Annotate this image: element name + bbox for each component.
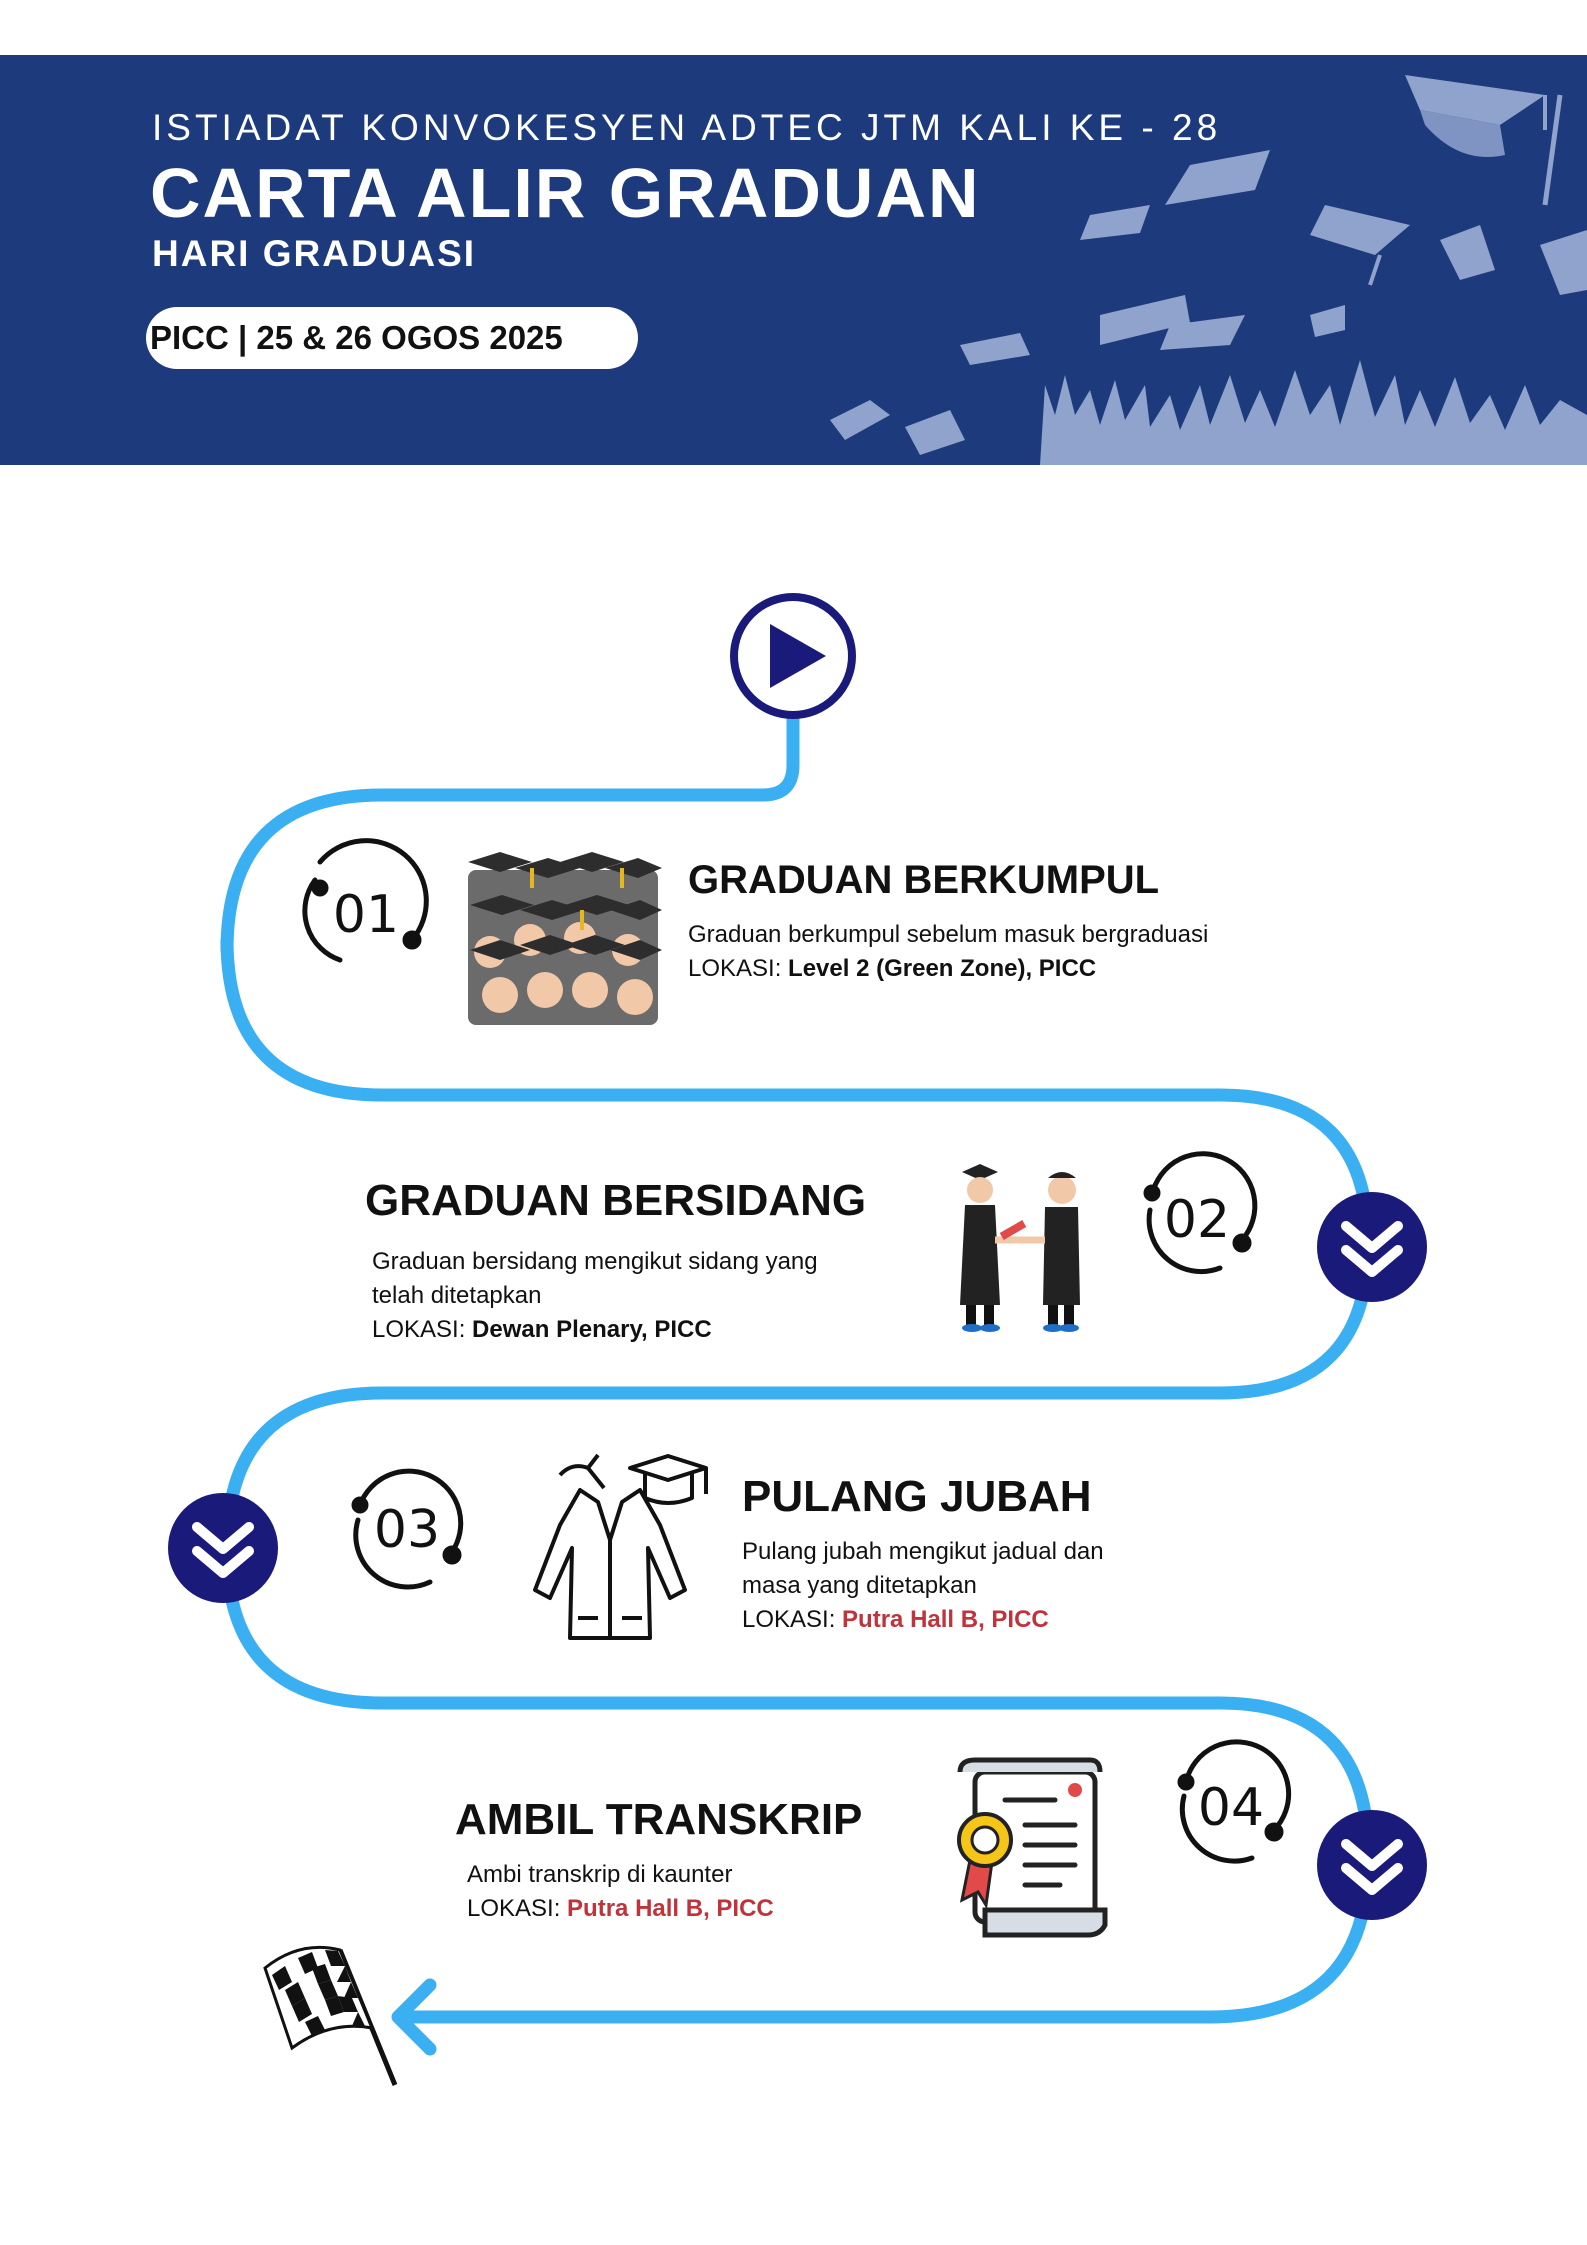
page-title: CARTA ALIR GRADUAN (150, 154, 981, 232)
finish-flag-icon (265, 1947, 395, 2085)
step-1-number: 01 (332, 885, 400, 945)
step-4-location: Putra Hall B, PICC (567, 1895, 774, 1922)
page-subtitle: HARI GRADUASI (152, 233, 477, 274)
diploma-handover-icon (960, 1164, 1080, 1332)
step-2-number: 02 (1163, 1190, 1231, 1250)
step-4-title: AMBIL TRANSKRIP (455, 1795, 863, 1844)
step-1-location: Level 2 (Green Zone), PICC (788, 955, 1097, 982)
step-4-description: Ambi transkrip di kaunter LOKASI: Putra Hall B, PICC (467, 1861, 774, 1922)
chevron-down-icon (1317, 1810, 1427, 1920)
chevron-down-icon (1317, 1192, 1427, 1302)
graduates-crowd-icon (468, 852, 662, 1025)
step-3-location: Putra Hall B, PICC (842, 1606, 1049, 1633)
step-4-number: 04 (1197, 1778, 1265, 1838)
chevron-down-icon (168, 1493, 278, 1603)
step-3-title: PULANG JUBAH (742, 1472, 1092, 1521)
step-1-title: GRADUAN BERKUMPUL (688, 858, 1160, 902)
step-3-description: Pulang jubah mengikut jadual dan masa yang ditetapkan LOKASI: Putra Hall B, PICC (742, 1538, 1104, 1633)
step-2-title: GRADUAN BERSIDANG (365, 1176, 867, 1225)
gown-return-icon (535, 1455, 706, 1638)
start-play-icon (734, 597, 852, 715)
event-name: ISTIADAT KONVOKESYEN ADTEC JTM KALI KE - 28 (152, 107, 1222, 148)
venue-date-pill: PICC | 25 & 26 OGOS 2025 (146, 307, 638, 369)
step-2-description: Graduan bersidang mengikut sidang yang telah ditetapkan LOKASI: Dewan Plenary, PICC (372, 1248, 818, 1343)
step-1-description: Graduan berkumpul sebelum masuk bergraduasi LOKASI: Level 2 (Green Zone), PICC (688, 921, 1209, 982)
step-3-number: 03 (373, 1500, 441, 1560)
step-2-location: Dewan Plenary, PICC (472, 1316, 712, 1343)
